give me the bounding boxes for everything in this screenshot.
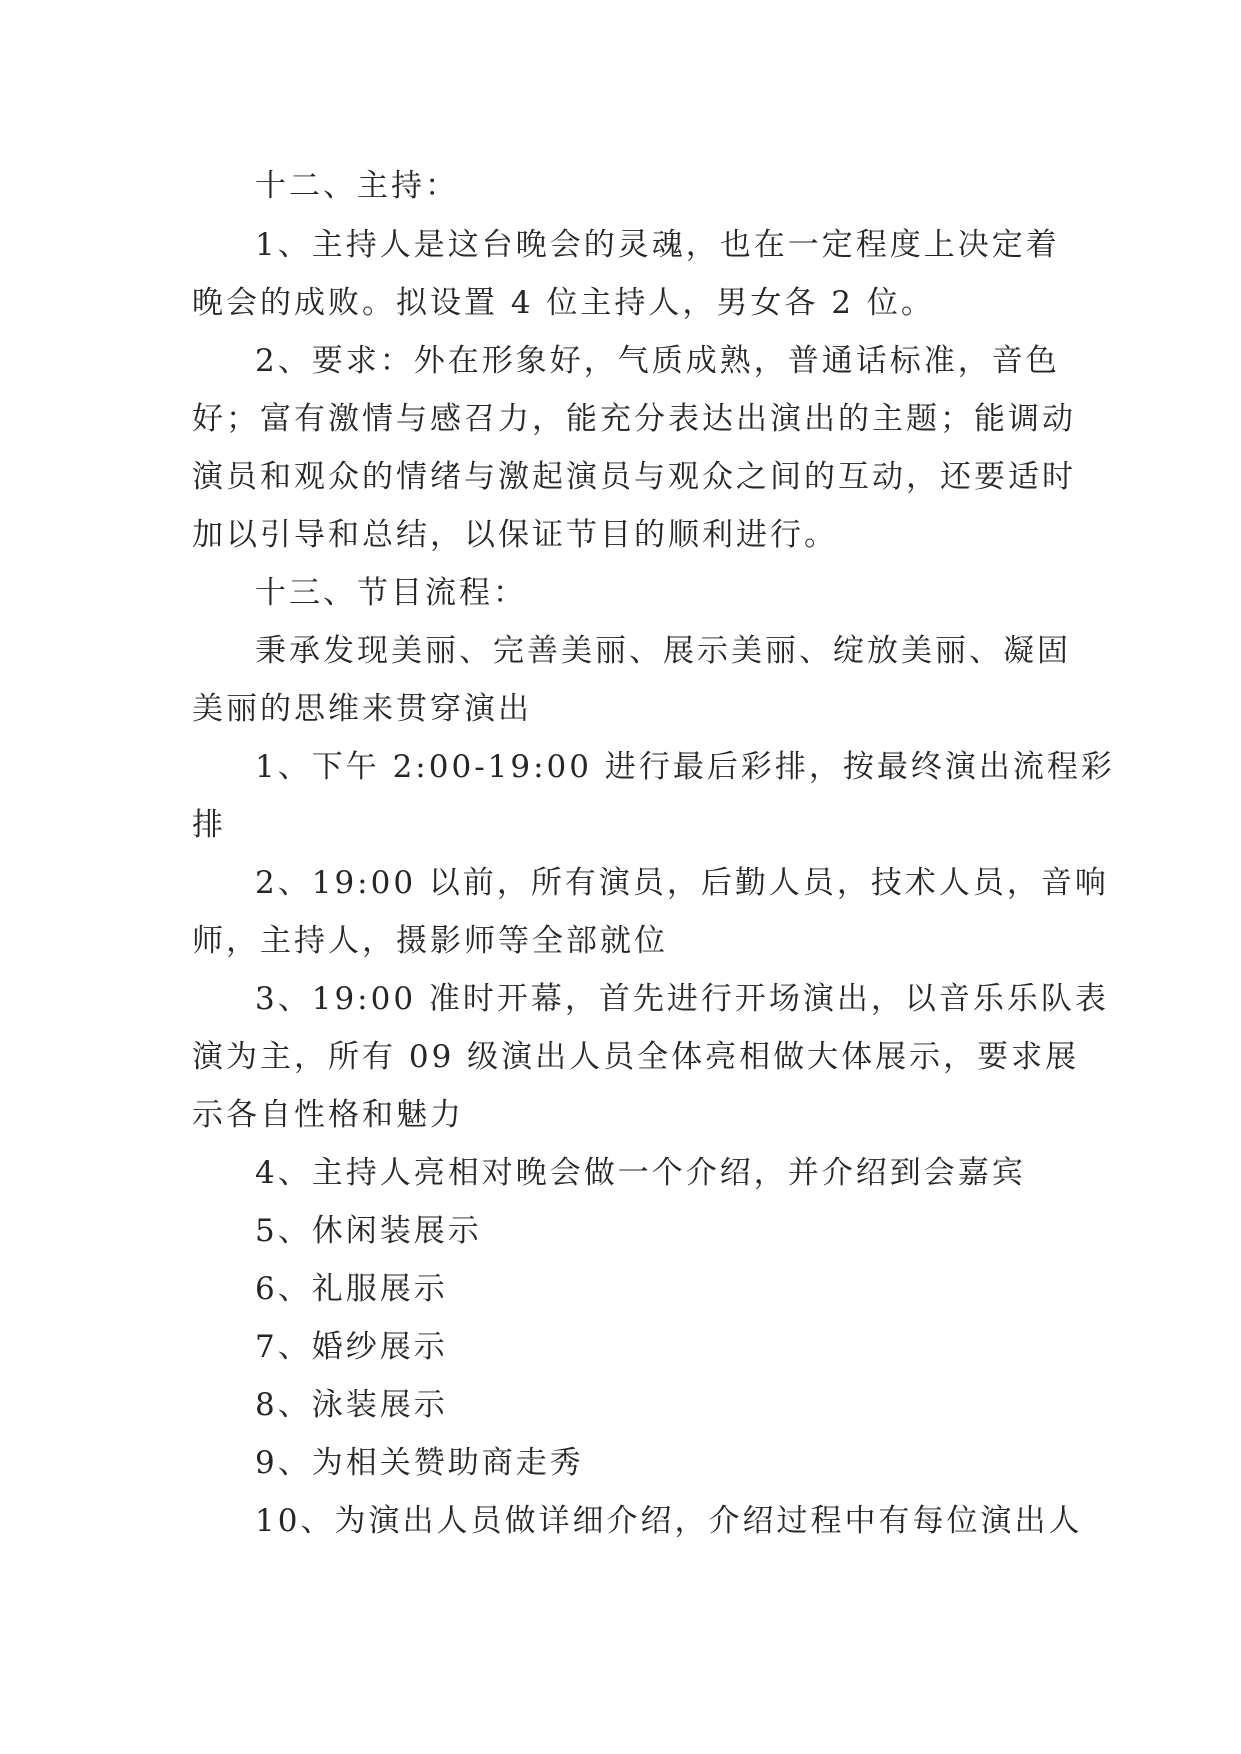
paragraph-line: 演员和观众的情绪与激起演员与观众之间的互动，还要适时	[192, 459, 1076, 495]
paragraph-line: 排	[192, 807, 226, 843]
paragraph-line: 秉承发现美丽、完善美丽、展示美丽、绽放美丽、凝固	[255, 633, 1071, 669]
paragraph-line: 师，主持人，摄影师等全部就位	[192, 923, 668, 959]
paragraph-line: 美丽的思维来贯穿演出	[192, 691, 532, 727]
paragraph-line: 示各自性格和魅力	[192, 1097, 464, 1133]
list-item: 4、主持人亮相对晚会做一个介绍，并介绍到会嘉宾	[255, 1155, 1026, 1191]
paragraph-line: 1、主持人是这台晚会的灵魂，也在一定程度上决定着	[255, 227, 1060, 263]
section-heading-hosting: 十二、主持：	[255, 168, 459, 204]
list-item: 9、为相关赞助商走秀	[255, 1445, 584, 1481]
paragraph-line: 好；富有激情与感召力，能充分表达出演出的主题；能调动	[192, 401, 1076, 437]
list-item: 6、礼服展示	[255, 1271, 448, 1307]
paragraph-line: 2、19:00 以前，所有演员，后勤人员，技术人员，音响	[255, 865, 1109, 901]
list-item: 8、泳装展示	[255, 1387, 448, 1423]
paragraph-line: 晚会的成败。拟设置 4 位主持人，男女各 2 位。	[192, 285, 935, 321]
paragraph-line: 2、要求：外在形象好，气质成熟，普通话标准，音色	[255, 343, 1060, 379]
list-item: 10、为演出人员做详细介绍，介绍过程中有每位演出人	[255, 1503, 1083, 1539]
list-item: 5、休闲装展示	[255, 1213, 482, 1249]
section-heading-program-flow: 十三、节目流程：	[255, 575, 527, 611]
paragraph-line: 加以引导和总结，以保证节目的顺利进行。	[192, 517, 838, 553]
list-item: 7、婚纱展示	[255, 1329, 448, 1365]
paragraph-line: 1、下午 2:00-19:00 进行最后彩排，按最终演出流程彩	[255, 749, 1115, 785]
paragraph-line: 3、19:00 准时开幕，首先进行开场演出，以音乐乐队表	[255, 981, 1109, 1017]
paragraph-line: 演为主，所有 09 级演出人员全体亮相做大体展示，要求展	[192, 1039, 1080, 1075]
